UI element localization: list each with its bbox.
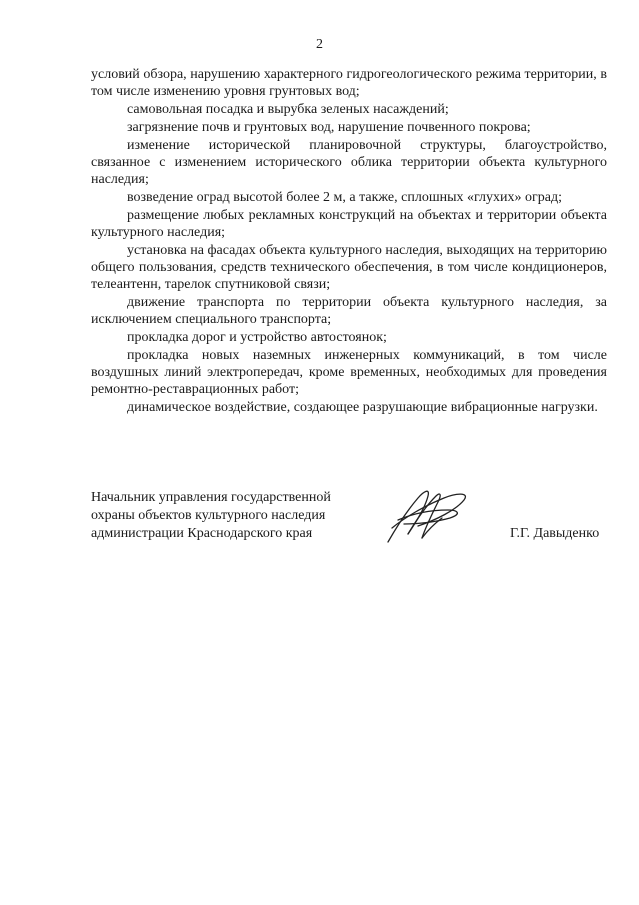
signatory-title	[91, 489, 331, 543]
paragraph: размещение любых рекламных конструкций на объектах и территории объекта культурного наследия;	[91, 208, 607, 240]
paragraph: возведение оград высотой более 2 м, а также, сплошных «глухих» оград;	[127, 190, 562, 205]
signatory-title-line: Начальник управления государственной	[91, 490, 331, 505]
paragraph: изменение исторической планировочной структуры, благоустройство, связанное с изменением исторического облика территории объекта культурного наследия;	[91, 138, 607, 187]
paragraph: динамическое воздействие, создающее разрушающие вибрационные нагрузки.	[127, 400, 598, 415]
paragraph: движение транспорта по территории объекта культурного наследия, за исключением специального транспорта;	[91, 295, 607, 327]
signatory-title-line: охраны объектов культурного наследия	[91, 508, 326, 523]
page-number: 2	[316, 37, 323, 52]
paragraph: условий обзора, нарушению характерного гидрогеологического режима территории, в том числе изменению уровня грунтовых вод;	[91, 67, 607, 99]
paragraph: загрязнение почв и грунтовых вод, нарушение почвенного покрова;	[127, 120, 531, 135]
signatory-title-line: администрации Краснодарского края	[91, 526, 313, 541]
handwritten-signature	[378, 484, 474, 544]
paragraph: прокладка дорог и устройство автостоянок;	[127, 330, 387, 345]
document-body	[91, 66, 607, 417]
signatory-name: Г.Г. Давыденко	[510, 526, 600, 541]
paragraph: установка на фасадах объекта культурного наследия, выходящих на территорию общего пользования, средств технического обеспечения, в том числе кондиционеров, телеантенн, тарелок спутниковой связи;	[91, 243, 607, 292]
paragraph: прокладка новых наземных инженерных коммуникаций, в том числе воздушных линий электропередач, кроме временных, необходимых для проведения ремонтно-реставрационных работ;	[91, 348, 607, 397]
paragraph: самовольная посадка и вырубка зеленых насаждений;	[127, 102, 449, 117]
